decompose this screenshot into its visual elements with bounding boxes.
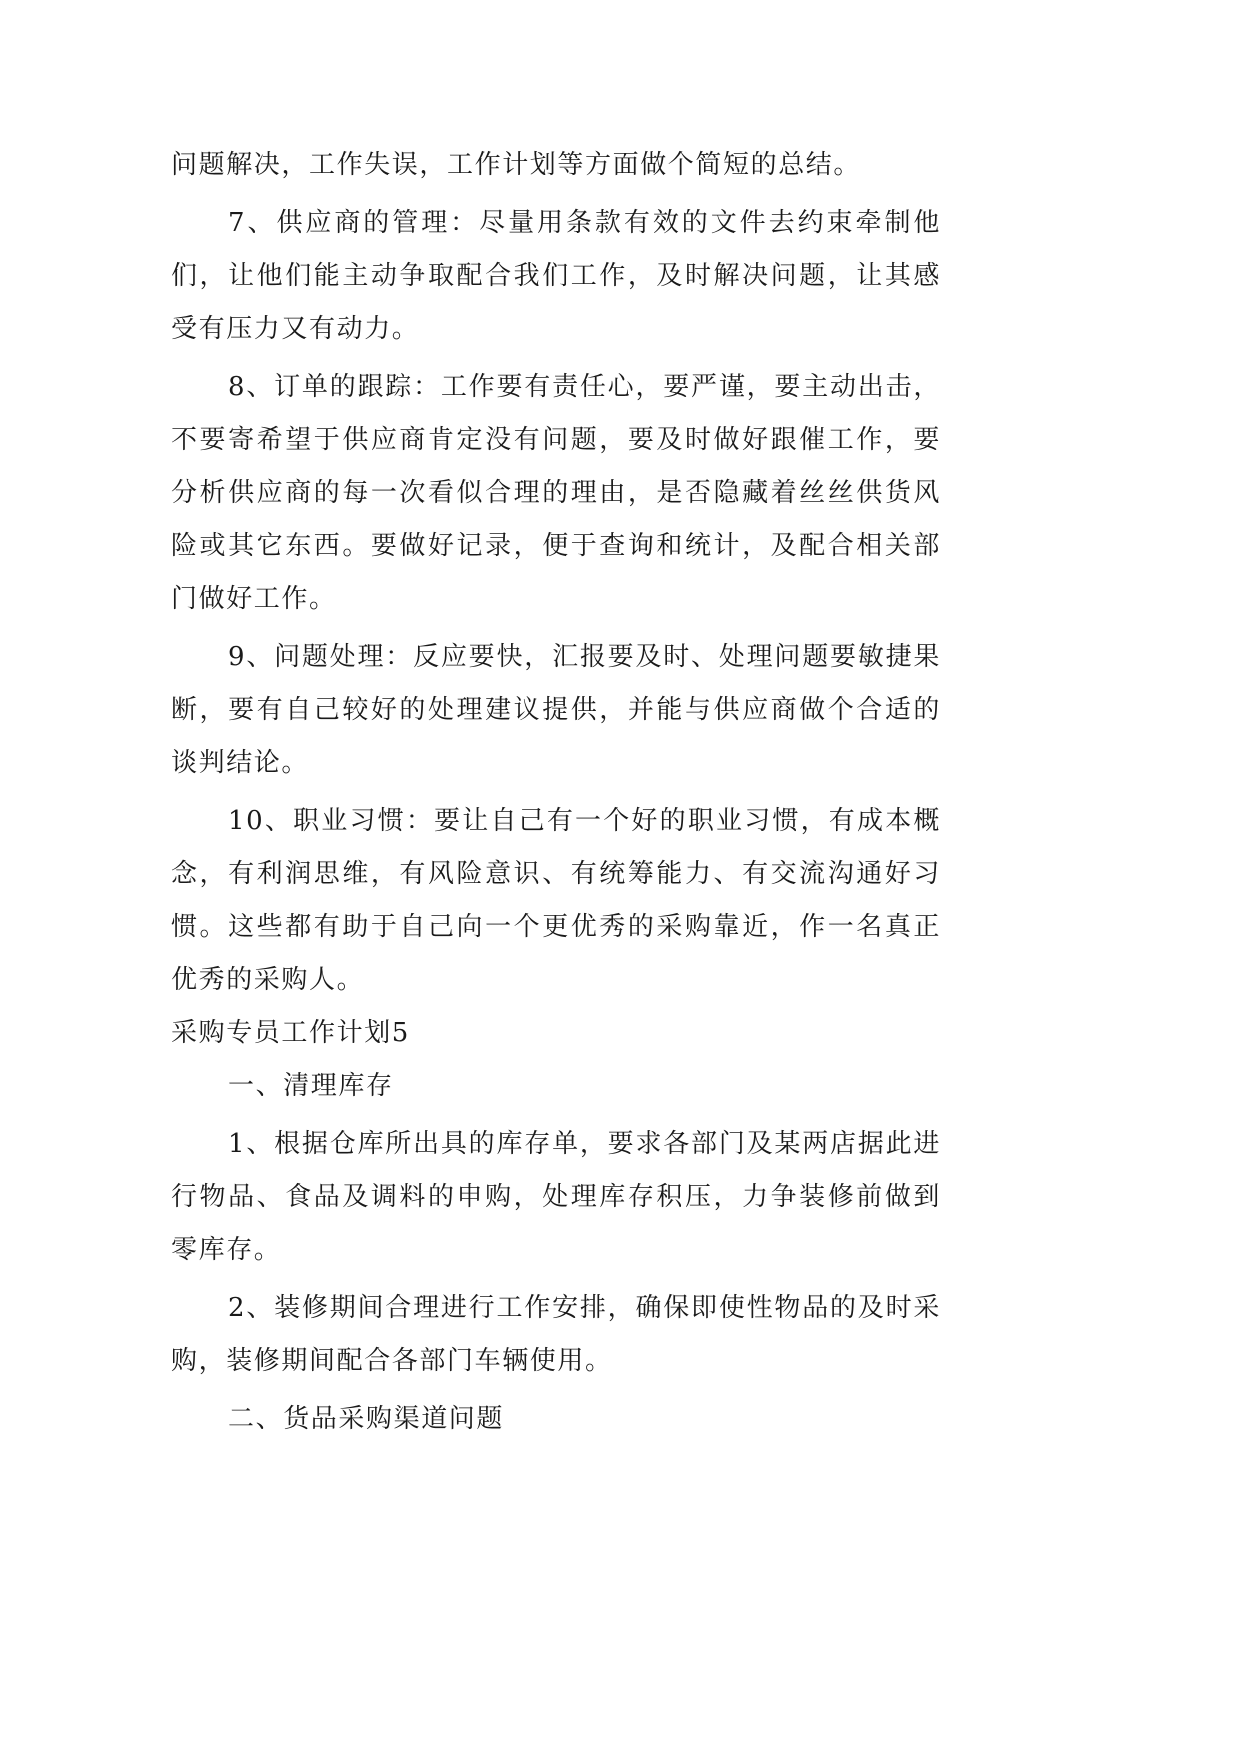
paragraph-1: 问题解决，工作失误，工作计划等方面做个简短的总结。 (171, 150, 862, 180)
section-heading: 采购专员工作计划5 (171, 1018, 410, 1048)
paragraph-2: 7、供应商的管理：尽量用条款有效的文件去约束牵制他们，让他们能主动争取配合我们工作，及时解决问题，让其感受有压力又有动力。 (171, 208, 941, 344)
subheading-2: 二、货品采购渠道问题 (228, 1404, 505, 1434)
subheading-1: 一、清理库存 (228, 1071, 394, 1101)
paragraph-6: 1、根据仓库所出具的库存单，要求各部门及某两店据此进行物品、食品及调料的申购，处理库存积压，力争装修前做到零库存。 (171, 1129, 941, 1265)
paragraph-4: 9、问题处理：反应要快，汇报要及时、处理问题要敏捷果断，要有自己较好的处理建议提供，并能与供应商做个合适的谈判结论。 (171, 642, 941, 778)
paragraph-7: 2、装修期间合理进行工作安排，确保即使性物品的及时采购，装修期间配合各部门车辆使用。 (171, 1293, 941, 1376)
paragraph-3: 8、订单的跟踪：工作要有责任心，要严谨，要主动出击，不要寄希望于供应商肯定没有问题，要及时做好跟催工作，要分析供应商的每一次看似合理的理由，是否隐藏着丝丝供货风险或其它东西。要做好记录，便于查询和统计，及配合相关部门做好工作。 (171, 372, 941, 614)
document-page (171, 139, 941, 1446)
paragraph-5: 10、职业习惯：要让自己有一个好的职业习惯，有成本概念，有利润思维，有风险意识、有统筹能力、有交流沟通好习惯。这些都有助于自己向一个更优秀的采购靠近，作一名真正优秀的采购人。 (171, 806, 941, 995)
